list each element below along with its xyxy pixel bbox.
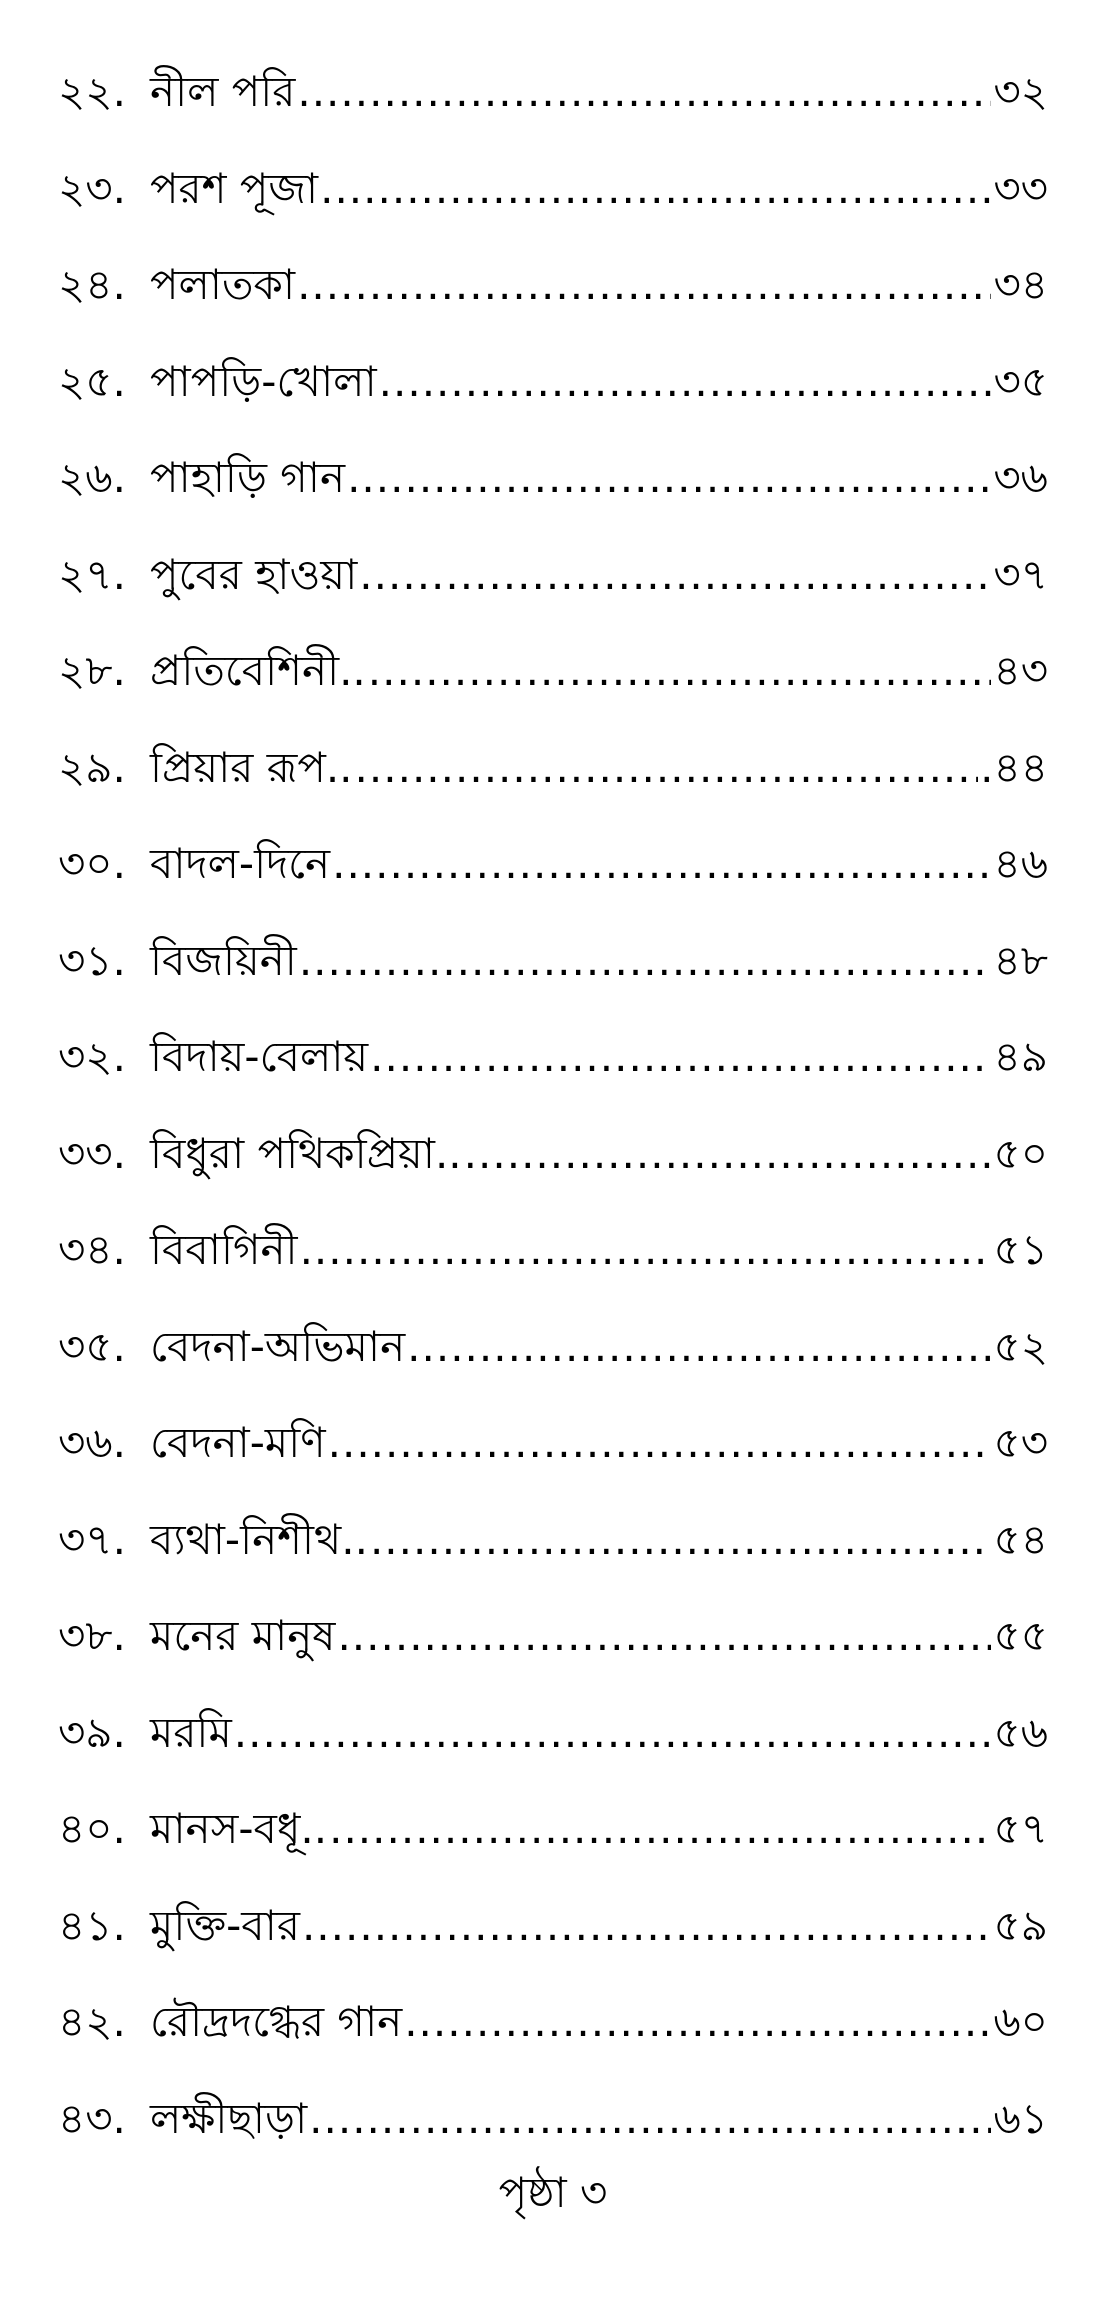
- toc-entry-page: ৫৭: [993, 1804, 1048, 1853]
- toc-entry-number: ৩৩.: [58, 1128, 126, 1178]
- toc-leader-dots: [407, 1317, 991, 1377]
- toc-entry: [58, 1510, 1048, 1607]
- toc-entry-page: ৫৪: [993, 1514, 1048, 1564]
- toc-leader-dots: [309, 2089, 991, 2149]
- toc-entry-title: বেদনা-মণি: [150, 1418, 326, 1467]
- toc-entry-title: প্রতিবেশিনী..: [150, 646, 366, 695]
- toc-leader-dots: [302, 1896, 992, 1956]
- toc-entry-title: বিধুরা পথিকপ্রিয়া..: [150, 1128, 462, 1178]
- toc-entry: [58, 1896, 1048, 1993]
- toc-entry-page: ৫৬: [993, 1707, 1048, 1757]
- toc-leader-dots: [347, 448, 991, 508]
- toc-entry-number: ২৬.: [58, 453, 126, 502]
- page-number-footer: পৃষ্ঠা ৩: [498, 2168, 608, 2217]
- toc-entry-title: ব্যথা-নিশীথ..: [150, 1514, 368, 1564]
- toc-entry-page: .৪৪: [980, 742, 1048, 792]
- toc-entry: [58, 1124, 1048, 1221]
- toc-entry: [58, 62, 1048, 159]
- toc-leader-dots: [297, 255, 991, 315]
- toc-entry-page: ৩৬: [993, 453, 1048, 502]
- toc-entry-title: বিবাগিনী: [150, 1225, 298, 1274]
- toc-entry: [58, 255, 1048, 352]
- toc-entry-number: ৪১.: [58, 1900, 126, 1950]
- toc-entry-page: ৬০: [993, 1997, 1048, 2046]
- toc-entry-page: ৬১: [993, 2093, 1048, 2143]
- toc-entry-number: ২৮.: [58, 646, 126, 695]
- toc-entry-page: ৫০: [993, 1128, 1048, 1178]
- toc-entry-page: ৫৯: [993, 1900, 1048, 1950]
- toc-entry-number: ৩৭.: [58, 1514, 126, 1564]
- toc-entry-number: ৩২.: [58, 1032, 126, 1081]
- toc-leader-dots: [300, 1220, 992, 1280]
- toc-entry-number: ৩১.: [58, 935, 126, 985]
- toc-entry-title: প্রিয়ার রূপ..: [150, 742, 353, 792]
- toc-leader-dots: [299, 931, 992, 991]
- toc-entry: [58, 1606, 1048, 1703]
- toc-leader-dots: [370, 1510, 992, 1570]
- toc-entry-number: ৪৩.: [58, 2093, 126, 2143]
- toc-entry-number: ২৯.: [58, 742, 126, 792]
- toc-entry-title: মুক্তি-বার: [150, 1900, 300, 1950]
- toc-leader-dots: [320, 159, 991, 219]
- toc-entry-title: রৌদ্রদগ্ধের গান: [150, 1997, 403, 2046]
- toc-entry-title: পুবের হাওয়া: [150, 549, 358, 599]
- toc-entry: [58, 738, 1048, 835]
- toc-entry: [58, 641, 1048, 738]
- toc-leader-dots: [328, 1413, 992, 1473]
- toc-entry-number: ৪০.: [58, 1804, 126, 1853]
- toc-entry-number: ২২.: [58, 67, 126, 116]
- toc-entry-number: ২৪.: [58, 260, 126, 309]
- toc-entry-number: ৩৫.: [58, 1321, 126, 1371]
- toc-leader-dots: [234, 1703, 992, 1763]
- toc-entry: [58, 1317, 1048, 1414]
- toc-entry-title: পলাতকা: [150, 260, 296, 309]
- toc-entry-page: ৩৪: [993, 260, 1048, 309]
- toc-entry: [58, 1799, 1048, 1896]
- toc-entry: [58, 352, 1048, 449]
- toc-entry: [58, 1413, 1048, 1510]
- toc-entry-title: বিদায়-বেলায়: [150, 1032, 369, 1081]
- toc-entry-title: লক্ষীছাড়া: [150, 2093, 308, 2143]
- toc-entry-number: ৩৪.: [58, 1225, 126, 1274]
- toc-entry-title: মরমি: [150, 1707, 232, 1757]
- toc-entry: [58, 1027, 1048, 1124]
- toc-leader-dots: [370, 1027, 991, 1087]
- toc-entry-number: ৩০.: [58, 839, 126, 888]
- toc-entry-page: ৫২: [993, 1321, 1048, 1371]
- toc-leader-dots: [368, 641, 992, 701]
- toc-entry-title: নীল পরি: [150, 67, 296, 116]
- toc-entry-page: ৫৫: [993, 1611, 1048, 1660]
- toc-entry-title: মানস-বধূ..: [150, 1804, 328, 1853]
- toc-entry-page: ৫১: [993, 1225, 1048, 1274]
- toc-entry-page: ৫৩: [993, 1418, 1048, 1467]
- toc-entry: [58, 931, 1048, 1028]
- toc-entry-number: ৩৯.: [58, 1707, 126, 1757]
- toc-entry: [58, 834, 1048, 931]
- toc-entry-page: ৪৩: [993, 646, 1048, 695]
- toc-entry-number: ২৫.: [58, 356, 126, 406]
- toc-entry-page: ৩৩: [993, 163, 1048, 213]
- toc-entry-number: ২৭.: [58, 549, 126, 599]
- toc-entry-title: বেদনা-অভিমান: [150, 1321, 406, 1371]
- toc-entry-title: পরশ পূজা: [150, 163, 319, 213]
- toc-entry-page: ৪৬: [993, 839, 1048, 888]
- toc-entry-number: ৩৮.: [58, 1611, 126, 1660]
- toc-leader-dots: [337, 1606, 991, 1666]
- toc-entry-number: ২৩.: [58, 163, 126, 213]
- toc-entry-number: ৪২.: [58, 1997, 126, 2046]
- toc-leader-dots: [404, 1992, 991, 2052]
- toc-entry-title: বিজয়িনী: [150, 935, 297, 985]
- toc-entry-page: ৩২: [993, 67, 1048, 116]
- toc-entry: [58, 159, 1048, 256]
- toc-leader-dots: [355, 738, 979, 798]
- toc-entry-title: বাদল-দিনে: [150, 839, 331, 888]
- toc-entry-title: মনের মানুষ: [150, 1611, 336, 1660]
- toc-leader-dots: [464, 1124, 992, 1184]
- toc-leader-dots: [379, 352, 992, 412]
- toc-entry-page: ৩৫: [993, 356, 1048, 406]
- toc-entry: [58, 1703, 1048, 1800]
- toc-leader-dots: [332, 834, 991, 894]
- toc-entry-title: পাপড়ি-খোলা: [150, 356, 377, 406]
- toc-leader-dots: [329, 1799, 991, 1859]
- toc-leader-dots: [359, 545, 991, 605]
- table-of-contents: [58, 62, 1048, 2185]
- toc-entry-page: ৩৭: [993, 549, 1048, 599]
- toc-entry-title: পাহাড়ি গান: [150, 453, 346, 502]
- toc-entry: [58, 1220, 1048, 1317]
- toc-leader-dots: [297, 62, 991, 122]
- toc-entry-page: ৪৮: [993, 935, 1048, 985]
- toc-entry: [58, 1992, 1048, 2089]
- toc-entry-page: ৪৯: [993, 1032, 1048, 1081]
- toc-entry: [58, 545, 1048, 642]
- toc-entry: [58, 448, 1048, 545]
- toc-entry-number: ৩৬.: [58, 1418, 126, 1467]
